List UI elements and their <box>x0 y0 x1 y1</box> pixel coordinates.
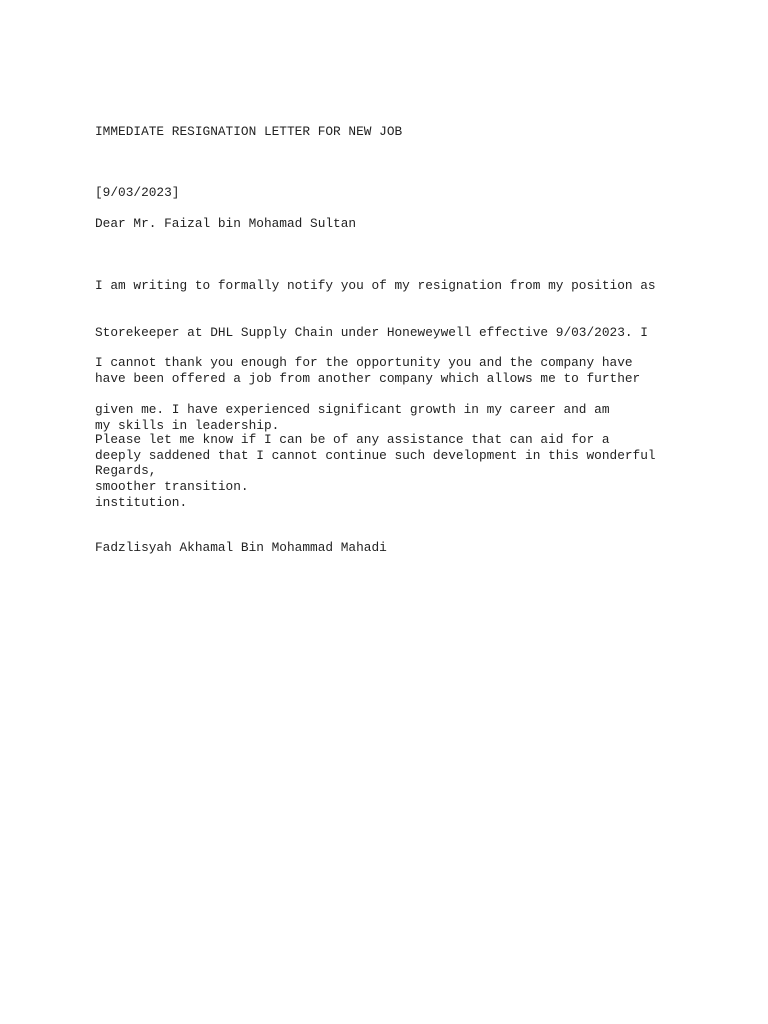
letter-salutation: Dear Mr. Faizal bin Mohamad Sultan <box>95 216 357 231</box>
letter-date: [9/03/2023] <box>95 185 180 200</box>
letter-signature-name: Fadzlisyah Akhamal Bin Mohammad Mahadi <box>95 540 387 555</box>
paragraph-line: my skills in leadership. <box>95 417 280 433</box>
paragraph-line: smoother transition. <box>95 478 249 494</box>
paragraph-line: I cannot thank you enough for the opportunity you and the company have <box>95 355 633 370</box>
paragraph-line: Storekeeper at DHL Supply Chain under Honeweywell effective 9/03/2023. I <box>95 324 648 340</box>
paragraph-line: deeply saddened that I cannot continue such development in this wonderful <box>95 448 656 463</box>
paragraph-line: have been offered a job from another company which allows me to further <box>95 371 641 386</box>
paragraph-line: given me. I have experienced significant growth in my career and am <box>95 401 610 417</box>
paragraph-line: I am writing to formally notify you of my resignation from my position as <box>95 278 656 293</box>
paragraph-line: institution. <box>95 494 188 510</box>
paragraph-3 <box>95 401 610 525</box>
paragraph-line: Please let me know if I can be of any assistance that can aid for a <box>95 432 610 447</box>
letter-title: IMMEDIATE RESIGNATION LETTER FOR NEW JOB <box>95 124 403 139</box>
letter-closing: Regards, <box>95 463 157 478</box>
